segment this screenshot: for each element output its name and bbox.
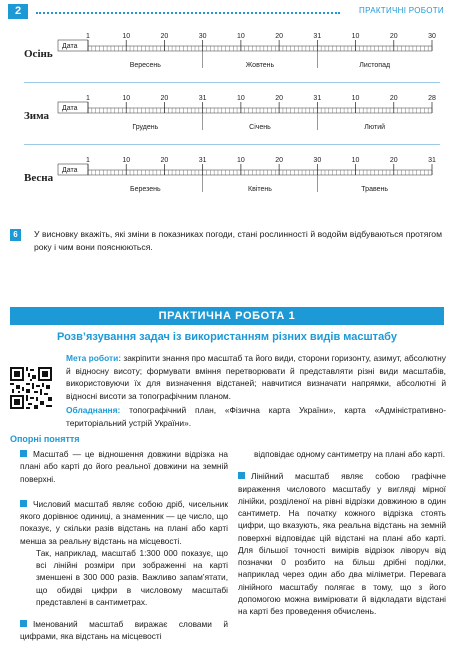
tick-label: 1 bbox=[86, 157, 90, 164]
date-label: Дата bbox=[62, 105, 78, 112]
header-dotted-rule bbox=[36, 12, 340, 14]
practical-work-subtitle: Розв’язування задач із використанням різних видів масштабу bbox=[57, 331, 397, 343]
tick-label: 31 bbox=[198, 95, 207, 102]
month-label: Травень bbox=[361, 186, 389, 193]
season-divider bbox=[24, 144, 440, 145]
concept-text: — це відношення довжини відрізка на плані або карті до його реальної довжини на земній поверхні. bbox=[20, 449, 228, 484]
concept-term: Іменований масштаб bbox=[33, 619, 124, 629]
month-label: Грудень bbox=[132, 124, 159, 131]
concepts-left-column bbox=[20, 448, 228, 643]
tick-label: 1 bbox=[86, 33, 90, 40]
calendar-scale bbox=[0, 148, 456, 208]
work-goal bbox=[66, 352, 446, 403]
tick-label: 20 bbox=[389, 157, 398, 164]
bullet-icon bbox=[20, 500, 27, 507]
tick-label: 20 bbox=[389, 33, 398, 40]
season-name: Осінь bbox=[24, 48, 53, 60]
month-label: Лютий bbox=[364, 124, 386, 131]
tick-label: 20 bbox=[160, 95, 169, 102]
concept-text: являє собою дріб, чисельник якого дорівнює одиниці, а знаменник — це число, що показує, у скільки разів відстань на плані або карті менша за реальну відстань на місцевості. bbox=[20, 498, 228, 546]
tick-label: 10 bbox=[122, 33, 131, 40]
concept-term: Числовий масштаб bbox=[33, 498, 109, 509]
bullet-icon bbox=[238, 472, 245, 479]
tick-label: 10 bbox=[351, 157, 360, 164]
month-label: Вересень bbox=[129, 62, 161, 69]
tick-label: 20 bbox=[160, 157, 169, 164]
tick-label: 31 bbox=[313, 33, 322, 40]
page-header bbox=[0, 0, 456, 22]
month-label: Жовтень bbox=[245, 62, 275, 69]
concept-named-continued: відповідає одному сантиметру на плані або карті. bbox=[254, 449, 446, 459]
equipment-label: Обладнання: bbox=[66, 405, 121, 415]
tick-label: 31 bbox=[428, 157, 436, 164]
concept-named-scale bbox=[20, 618, 228, 643]
tick-label: 1 bbox=[86, 95, 90, 102]
season-scale-autumn bbox=[0, 24, 456, 84]
date-label: Дата bbox=[62, 167, 78, 174]
tick-label: 30 bbox=[313, 157, 322, 164]
concept-linear-scale bbox=[238, 470, 446, 617]
month-label: Квітень bbox=[248, 186, 272, 193]
tick-label: 10 bbox=[122, 95, 131, 102]
tick-label: 10 bbox=[351, 95, 360, 102]
equipment-text: топографічний план, «Фізична карта України», карта «Адміністративно-територіальний устрій України». bbox=[66, 405, 447, 428]
tick-label: 30 bbox=[428, 33, 436, 40]
question-number-badge: 6 bbox=[10, 229, 21, 241]
tick-label: 10 bbox=[351, 33, 360, 40]
season-divider bbox=[24, 82, 440, 83]
calendar-scale bbox=[0, 86, 456, 146]
tick-label: 20 bbox=[160, 33, 169, 40]
month-label: Листопад bbox=[359, 62, 391, 69]
practical-work-banner: ПРАКТИЧНА РОБОТА 1 bbox=[10, 307, 444, 325]
tick-label: 10 bbox=[236, 95, 245, 102]
tick-label: 28 bbox=[428, 95, 436, 102]
section-title: ПРАКТИЧНІ РОБОТИ bbox=[359, 6, 444, 15]
tick-label: 30 bbox=[198, 33, 207, 40]
tick-label: 20 bbox=[275, 157, 284, 164]
concept-scale bbox=[20, 448, 228, 485]
calendar-scale bbox=[0, 24, 456, 84]
concepts-right-column bbox=[238, 448, 446, 617]
month-label: Березень bbox=[130, 186, 161, 193]
concept-example bbox=[20, 547, 228, 608]
season-scale-winter bbox=[0, 86, 456, 146]
bullet-icon bbox=[20, 620, 27, 627]
bullet-icon bbox=[20, 450, 27, 457]
example-bold: Так, наприклад, масштаб 1:300 000 bbox=[36, 547, 178, 558]
concept-numeric-scale bbox=[20, 498, 228, 547]
page-number: 2 bbox=[8, 4, 28, 19]
tick-label: 31 bbox=[198, 157, 207, 164]
tick-label: 20 bbox=[275, 33, 284, 40]
qr-code-icon[interactable] bbox=[10, 367, 52, 409]
goal-text: закріпити знання про масштаб та його види, сторони горизонту, азимут, абсолютну й відносну висоту; формувати вміння перетворювати й представляти різні види масштабів, використовуючи їх для визначення відстаней; навчитися визначати напрямки, абсолютні й відносні висоти за топографічним планом. bbox=[66, 353, 446, 402]
date-label: Дата bbox=[62, 43, 78, 50]
concept-text: являє собою графічне вираження числового масштабу у вигляді мірної лінійки, розділеної на рівні відрізки довжиною в один сантиметр. На початку кожного відрізка стоять цифри, що вказують, яка реальна відстань на земній поверхні відповідає цій відстані на плані або карті. Для більшої точності вимірів відрізок ліворуч від позначки 0 розбито на більш дрібні поділки, наприклад через один або два міліметри. Перевага лінійного масштабу полягає в тому, що з його допомогою можна вимірювати й відкладати відстані на карті без проведення обчислень. bbox=[238, 471, 446, 616]
question-text: У висновку вкажіть, які зміни в показниках погоди, стані рослинності й водойм відбуваються протягом року і чим вони пояснюються. bbox=[34, 229, 442, 252]
concepts-title: Опорні поняття bbox=[10, 434, 80, 444]
tick-label: 20 bbox=[275, 95, 284, 102]
work-equipment bbox=[66, 404, 446, 429]
example-text: показує, що всі лінійні розміри при зображенні на карті зменшені в 300 000 разів. Важливо запам’ятати, що обидві цифри в числовому масштабі представлені в сантиметрах. bbox=[36, 547, 229, 607]
concept-text: виражає словами й цифрами, яка відстань на місцевості bbox=[20, 619, 228, 642]
season-scale-spring bbox=[0, 148, 456, 208]
season-name: Зима bbox=[24, 110, 50, 122]
tick-label: 31 bbox=[313, 95, 322, 102]
month-label: Січень bbox=[249, 124, 271, 131]
concept-term: Масштаб bbox=[33, 449, 69, 459]
tick-label: 10 bbox=[122, 157, 131, 164]
goal-label: Мета роботи: bbox=[66, 353, 122, 363]
concept-term: Лінійний масштаб bbox=[251, 471, 330, 482]
tick-label: 10 bbox=[236, 157, 245, 164]
tick-label: 20 bbox=[389, 95, 398, 102]
season-name: Весна bbox=[24, 172, 54, 184]
tick-label: 10 bbox=[236, 33, 245, 40]
